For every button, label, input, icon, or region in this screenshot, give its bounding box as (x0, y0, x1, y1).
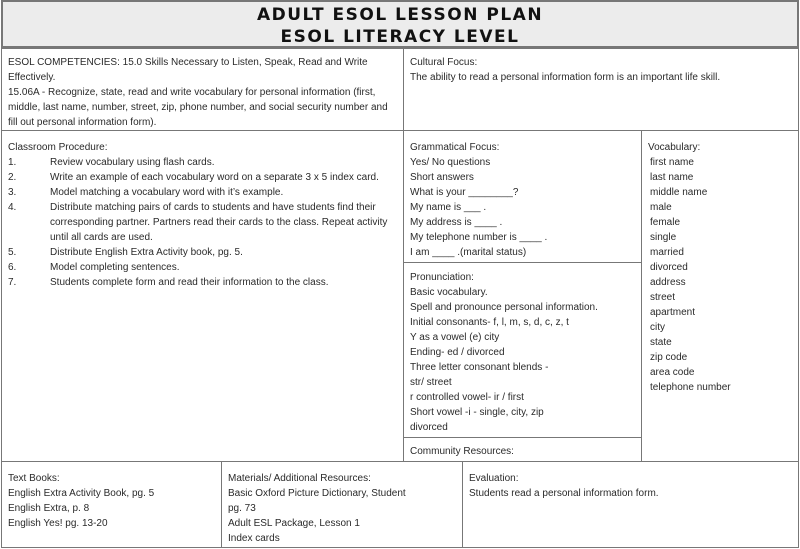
vocabulary-word: area code (650, 367, 695, 378)
step-text: Distribute English Extra Activity book, pg. 5. (50, 247, 243, 258)
grammar-item: I am ____ .(marital status) (410, 247, 527, 258)
step-text: Write an example of each vocabulary word on a separate 3 x 5 index card. (50, 172, 379, 183)
cultural-focus-text: The ability to read a personal information form is an important life skill. (410, 72, 721, 83)
procedure-step (8, 155, 397, 170)
procedure-step (8, 260, 397, 275)
grammar-item: My address is ____ . (410, 217, 503, 228)
competencies-cell (1, 48, 404, 131)
material-item: Adult ESL Package, Lesson 1 (228, 518, 360, 529)
vocabulary-word: city (650, 322, 665, 333)
cultural-focus-label: Cultural Focus: (410, 57, 478, 68)
vocabulary-word: last name (650, 172, 694, 183)
step-number: 5. (8, 247, 17, 258)
material-item: pg. 73 (228, 503, 256, 514)
vocabulary-word: address (650, 277, 686, 288)
pronunciation-item: Initial consonants- f, l, m, s, d, c, z, t (410, 317, 569, 328)
materials-label: Materials/ Additional Resources: (228, 473, 371, 484)
pronunciation-item: Short vowel -i - single, city, zip (410, 407, 544, 418)
materials-cell (221, 461, 463, 548)
vocabulary-word: female (650, 217, 681, 228)
procedure-step (8, 170, 397, 185)
pronunciation-item: Spell and pronounce personal information. (410, 302, 598, 313)
text-books-label: Text Books: (8, 473, 60, 484)
pronunciation-label: Pronunciation: (410, 272, 474, 283)
text-book-item: English Extra Activity Book, pg. 5 (8, 488, 155, 499)
classroom-procedure-label: Classroom Procedure: (8, 142, 108, 153)
grammar-item: My telephone number is ____ . (410, 232, 548, 243)
vocabulary-word: single (650, 232, 677, 243)
vocabulary-word: telephone number (650, 382, 731, 393)
vocabulary-word: middle name (650, 187, 708, 198)
step-text: Model completing sentences. (50, 262, 180, 273)
procedure-step (8, 200, 397, 245)
vocabulary-word: married (650, 247, 684, 258)
grammar-item: My name is ___ . (410, 202, 487, 213)
vocabulary-word: zip code (650, 352, 688, 363)
community-resources-cell (403, 437, 642, 462)
vocabulary-word: street (650, 292, 676, 303)
pronunciation-item: divorced (410, 422, 448, 433)
procedure-steps (8, 155, 397, 290)
cultural-focus-cell (403, 48, 799, 131)
evaluation-label: Evaluation: (469, 473, 519, 484)
vocabulary-word: state (650, 337, 672, 348)
pronunciation-item: r controlled vowel- ir / first (410, 392, 524, 403)
text-book-item: English Yes! pg. 13-20 (8, 518, 108, 529)
pronunciation-item: Ending- ed / divorced (410, 347, 505, 358)
material-item: Basic Oxford Picture Dictionary, Student (228, 488, 406, 499)
step-number: 6. (8, 262, 17, 273)
step-number: 4. (8, 202, 17, 213)
grammatical-focus-cell (403, 130, 642, 263)
step-text: Review vocabulary using flash cards. (50, 157, 215, 168)
vocabulary-word: apartment (650, 307, 696, 318)
grammatical-focus-label: Grammatical Focus: (410, 142, 500, 153)
document-title: ADULT ESOL LESSON PLAN (256, 5, 544, 25)
step-number: 1. (8, 157, 17, 168)
vocabulary-cell (641, 130, 799, 462)
step-text: Distribute matching pairs of cards to students and have students find their corresponding partner. Partners read their cards to the class. Repeat activity until all cards are used. (50, 202, 388, 243)
text-book-item: English Extra, p. 8 (8, 503, 90, 514)
document-subtitle: ESOL LITERACY LEVEL (280, 27, 520, 47)
vocabulary-word: divorced (650, 262, 688, 273)
step-text: Model matching a vocabulary word with it’s example. (50, 187, 284, 198)
pronunciation-item: Basic vocabulary. (410, 287, 488, 298)
vocabulary-word: male (650, 202, 672, 213)
step-number: 7. (8, 277, 17, 288)
grammar-item: Yes/ No questions (410, 157, 491, 168)
grammar-item: What is your ________? (410, 187, 519, 198)
procedure-step (8, 275, 397, 290)
vocabulary-word: first name (650, 157, 694, 168)
step-text: Students complete form and read their information to the class. (50, 277, 329, 288)
text-books-cell (1, 461, 222, 548)
vocabulary-label: Vocabulary: (648, 142, 701, 153)
step-number: 2. (8, 172, 17, 183)
community-resources-label: Community Resources: (410, 446, 514, 457)
material-item: Index cards (228, 533, 280, 544)
evaluation-cell (462, 461, 799, 548)
lesson-plan-header (1, 0, 799, 48)
pronunciation-item: Three letter consonant blends - (410, 362, 549, 373)
competency-heading: ESOL COMPETENCIES: 15.0 Skills Necessary to Listen, Speak, Read and Write Effectively. (8, 57, 368, 83)
classroom-procedure-cell (1, 130, 404, 462)
pronunciation-item: Y as a vowel (e) city (410, 332, 500, 343)
competency-detail: 15.06A - Recognize, state, read and write vocabulary for personal information (first, middle, last name, number, street, zip, phone number, and social security number and fill out personal information form). (8, 87, 388, 128)
procedure-step (8, 185, 397, 200)
pronunciation-cell (403, 262, 642, 438)
grammar-item: Short answers (410, 172, 474, 183)
procedure-step (8, 245, 397, 260)
vocabulary-list (648, 155, 792, 395)
step-number: 3. (8, 187, 17, 198)
pronunciation-item: str/ street (410, 377, 452, 388)
evaluation-text: Students read a personal information form. (469, 488, 659, 499)
